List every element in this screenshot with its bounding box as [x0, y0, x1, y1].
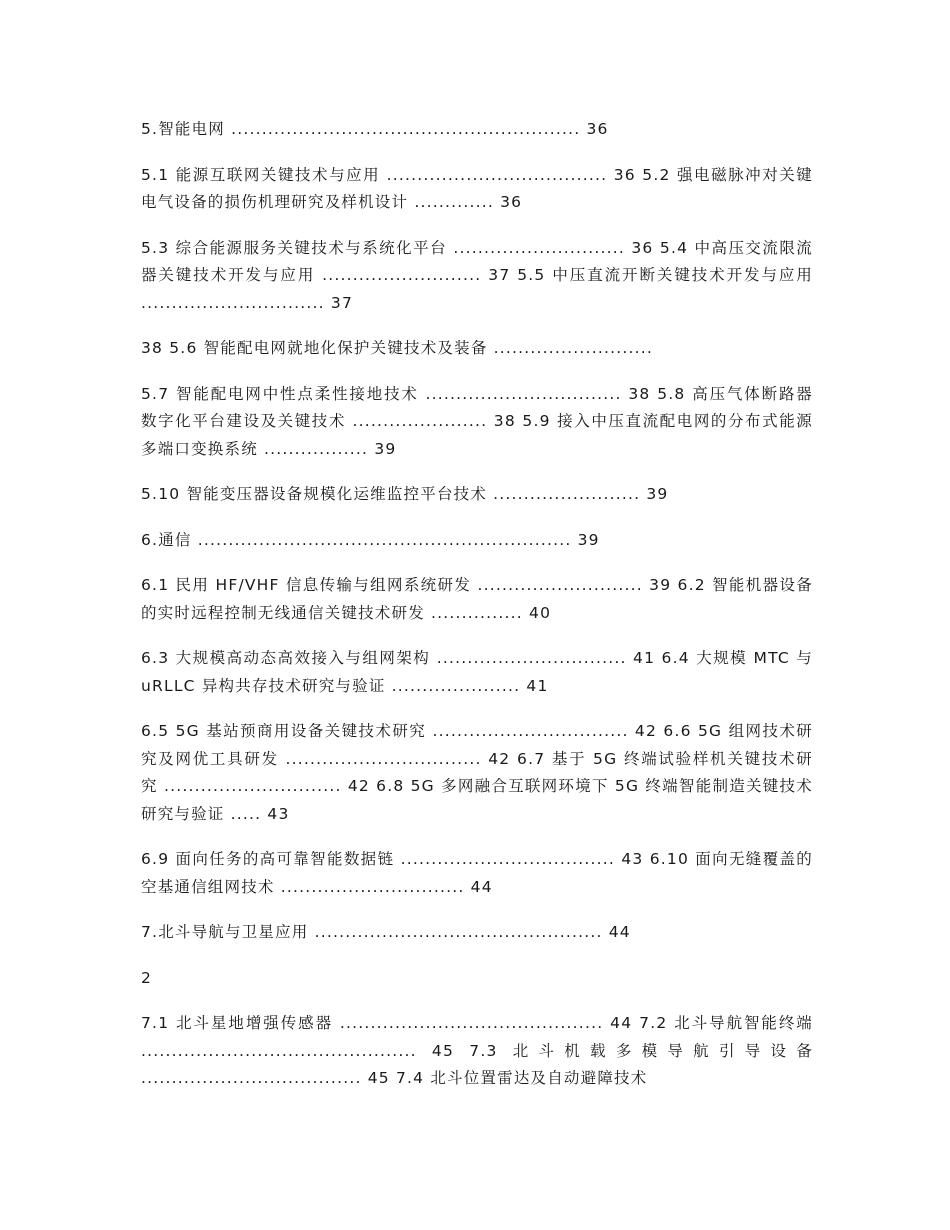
toc-entry: 7.北斗导航与卫星应用 ............................................... 44	[141, 923, 631, 941]
toc-entry: 6.通信 ............................................................. 39	[141, 530, 600, 549]
toc-entry: 6.3 大规模高动态高效接入与组网架构 ............................... 41 6.4 大规模 MTC 与 uRLLC 异构共存技术研究与验证 ..................... 41	[141, 649, 813, 695]
toc-entry: 6.5 5G 基站预商用设备关键技术研究 ................................ 42 6.6 5G 组网技术研究及网优工具研发 ................................ 42 6.7 基于 5G 终端试验样机关键技术研究 ............................. 42 6.8 5G 多网融合互联网环境下 5G 终端智能制造关键技术研究与验证 ..... 43	[141, 722, 813, 823]
toc-entry: 5.智能电网 ......................................................... 36	[141, 120, 609, 138]
toc-entry: 5.3 综合能源服务关键技术与系统化平台 ............................ 36 5.4 中高压交流限流器关键技术开发与应用 .......................... 37 5.5 中压直流开断关键技术开发与应用 .............................. 37	[141, 238, 813, 312]
toc-entry: 38 5.6 智能配电网就地化保护关键技术及装备 ..........................	[141, 339, 653, 357]
toc-entry: 6.1 民用 HF/VHF 信息传输与组网系统研发 ........................... 39 6.2 智能机器设备的实时远程控制无线通信关键技术研发 ............... 40	[141, 576, 813, 622]
toc-entry: 5.1 能源互联网关键技术与应用 .................................... 36 5.2 强电磁脉冲对关键电气设备的损伤机理研究及样机设计 ............. 36	[141, 165, 813, 211]
toc-entry: 5.10 智能变压器设备规模化运维监控平台技术 ........................ 39	[141, 485, 669, 503]
toc-entry: 6.9 面向任务的高可靠智能数据链 ................................... 43 6.10 面向无缝覆盖的空基通信组网技术 .............................. 44	[141, 850, 813, 896]
toc-entry: 5.7 智能配电网中性点柔性接地技术 ................................ 38 5.8 高压气体断路器数字化平台建设及关键技术 ...................... 38 5.9 接入中压直流配电网的分布式能源多端口变换系统 ................. 39	[141, 384, 813, 458]
page-number: 2	[141, 968, 151, 987]
toc-entry: 7.1 北斗星地增强传感器 ........................................... 44 7.2 北斗导航智能终端 ............................................. 45 7.3 北斗机载多模导航引导设备 .................................... 45 7.4 北斗位置雷达及自动避障技术	[141, 1014, 813, 1087]
table-of-contents	[141, 116, 813, 1111]
